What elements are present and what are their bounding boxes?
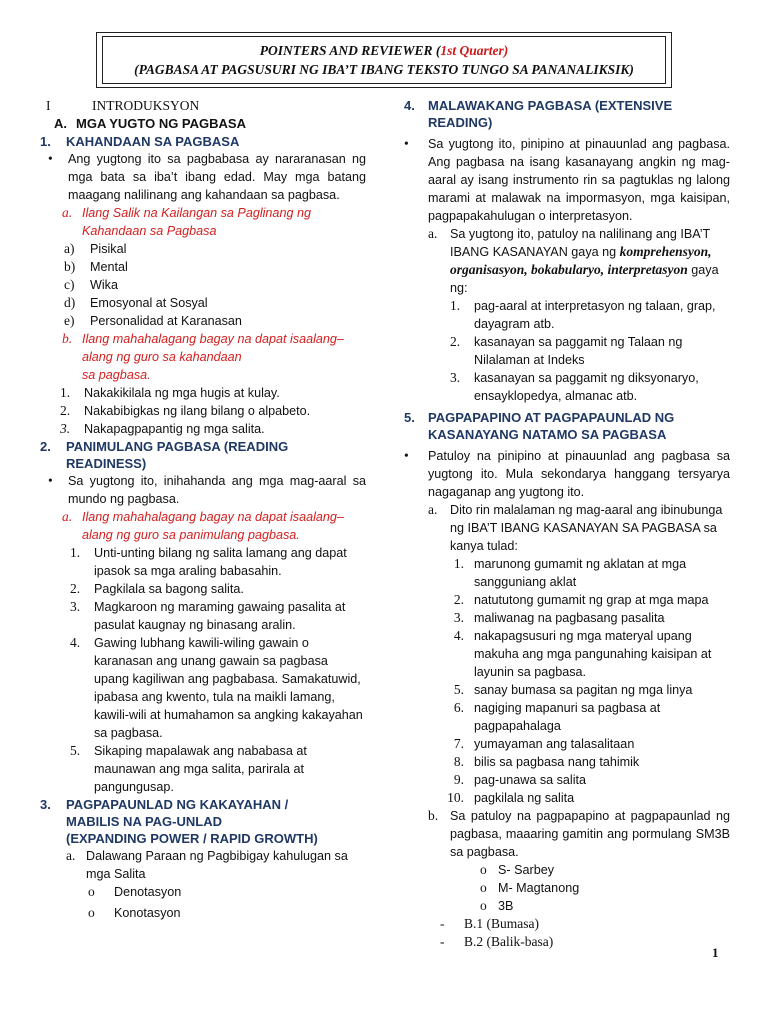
list-item: 3. Nakapagpapantig ng mga salita. [60,421,265,436]
list-item: a) Pisikal [64,241,127,256]
section-3-heading: 3. PAGPAPAUNLAD NG KAKAYAHAN / MABILIS NA PAG-UNLAD (EXPANDING POWER / RAPID GROWTH) [40,797,318,846]
list-item: b) Mental [64,259,128,274]
list-item: 5. sanay bumasa sa pagitan ng mga linya [453,682,693,697]
section-5-heading: 5. PAGPAPAPINO AT PAGPAPAUNLAD NG KASANAYANG NATAMO SA PAGBASA [404,410,675,442]
section-1-bullet: • Ang yugtong ito sa pagbabasa ay nararanasan ng mga bata sa iba’t ibang edad. May mga batang maagang nalilinang ang kahandaan sa pagbasa. [48,151,366,202]
section-5-bullet: • Patuloy na pinipino at pinauunlad ang pagbasa sa yugtong ito. Mula sekondarya hanggang tersyarya nagaganap ang yugtong ito. [404,448,730,499]
list-item: o M- Magtanong [480,880,580,895]
skills-list [450,297,730,405]
section-2-bullet: • Sa yugtong ito, inihahanda ang mga mag-aaral sa mundo ng pagbasa. [48,473,366,506]
right-column [404,97,730,951]
list-item: 2. Pagkilala sa bagong salita. [70,581,244,596]
beginning-reading-list [70,544,366,796]
dash-list [440,915,730,951]
list-item: o Konotasyon [88,905,181,920]
meaning-list [88,883,366,922]
list-item: d) Emosyonal at Sosyal [64,295,208,310]
section-4-item-a: a. Sa yugtong ito, patuloy na nalilinang ang IBA’T IBANG KASANAYAN gaya ng komprehensyon, organisasyon, bokabularyo, interpretasyon gaya ng: [428,226,719,295]
page-number: 1 [712,945,719,960]
quarter-label: 1st Quarter) [440,43,509,58]
list-item: 1. Unti-unting bilang ng salita lamang ang dapat ipasok sa mga araling babasahin. [70,545,347,578]
section-4-bullet: • Sa yugtong ito, pinipino at pinauunlad ang pagbasa. Ang pagbasa na isang kasanayang angkin ng mag-aaral ay isang instrumento rin sa pagtuklas ng lalong marami at malawak na impormasyon, mga kaisipan, pagpapakahulugan o interpretasyon. [404,136,730,223]
header-title: POINTERS AND REVIEWER (1st Quarter) [259,43,509,58]
list-item: 8. bilis sa pagbasa nang tahimik [453,754,640,769]
readiness-list [60,384,366,438]
list-item: - B.2 (Balik-basa) [440,934,554,949]
list-item: o Denotasyon [88,884,182,899]
sm3b-list [480,861,730,915]
outcomes-list [438,555,730,807]
list-item: 3. maliwanag na pagbasang pasalita [453,610,665,625]
list-item: 1. Nakakikilala ng mga hugis at kulay. [60,385,280,400]
list-item: 4. Gawing lubhang kawili-wiling gawain o karanasan ang unang gawain sa pagbasa upang kagiliwan ang pagbabasa. Samakatuwid, ipabasa ang kwento, tula na maikli lamang, kawili-wili at humahamon sa angking kakayahan sa pagbasa. [70,635,363,740]
section-1-heading: 1. KAHANDAAN SA PAGBASA [40,134,240,149]
section-5-item-a: a. Dito rin malalaman ng mag-aaral ang ibinubunga ng IBA’T IBANG KASANAYAN SA PAGBASA sa kanya tulad: [428,502,723,553]
list-item: 5. Sikaping mapalawak ang nababasa at maunawan ang mga salita, parirala at pangungusap. [70,743,307,794]
section-3-item-a: a. Dalawang Paraan ng Pagbibigay kahulugan sa mga Salita [66,848,348,881]
list-item: 2. Nakabibigkas ng ilang bilang o alpabeto. [60,403,311,418]
list-item: o 3B [480,898,514,913]
list-item: - B.1 (Bumasa) [440,916,539,931]
list-item: 1. marunong gumamit ng aklatan at mga sangguniang aklat [453,556,687,589]
section-4-heading: 4. MALAWAKANG PAGBASA (EXTENSIVE READING) [404,98,673,130]
list-item: 2. kasanayan sa paggamit ng Talaan ng Nilalaman at Indeks [450,334,683,367]
list-item: 7. yumayaman ang talasalitaan [453,736,635,751]
header-subtitle: (PAGBASA AT PAGSUSURI NG IBA’T IBANG TEKSTO TUNGO SA PANANALIKSIK) [134,62,634,77]
section-1-red-a: a. Ilang Salik na Kailangan sa Paglinang ng Kahandaan sa Pagbasa [62,205,311,238]
subsection-a-heading: A. MGA YUGTO NG PAGBASA [54,116,246,131]
list-item: c) Wika [64,277,118,292]
section-1-red-b: b. Ilang mahahalagang bagay na dapat isaalang–alang ng guro sa kahandaan sa pagbasa. [62,331,344,382]
header-box [102,36,666,84]
list-item: 2. natututong gumamit ng grap at mga mapa [453,592,709,607]
section-2-heading: 2. PANIMULANG PAGBASA (READING READINESS) [40,439,289,471]
list-item: 4. nakapagsusuri ng mga materyal upang makuha ang mga pangunahing kaisipan at layunin sa pagbasa. [453,628,712,679]
list-item: 10. pagkilala ng salita [447,790,575,805]
section-2-red-a: a. Ilang mahahalagang bagay na dapat isaalang–alang ng guro sa panimulang pagbasa. [62,509,344,542]
section-intro: I INTRODUKSYON [46,98,200,113]
list-item: e) Personalidad at Karanasan [64,313,242,328]
list-item: 3. kasanayan sa paggamit ng diksyonaryo, ensayklopedya, almanac atb. [450,370,699,403]
left-column [40,97,366,922]
list-item: 9. pag-unawa sa salita [453,772,587,787]
factor-list [64,240,366,330]
section-5-item-b: b. Sa patuloy na pagpapapino at pagpapaunlad ng pagbasa, maaaring gamitin ang pormulang SM3B sa pagbasa. [428,808,730,859]
list-item: 3. Magkaroon ng maraming gawaing pasalita at pasulat kaugnay ng binasang aralin. [70,599,346,632]
list-item: o S- Sarbey [480,862,554,877]
list-item: 6. nagiging mapanuri sa pagbasa at pagpapahalaga [453,700,661,733]
list-item: 1. pag-aaral at interpretasyon ng talaan, grap, dayagram atb. [450,298,716,331]
